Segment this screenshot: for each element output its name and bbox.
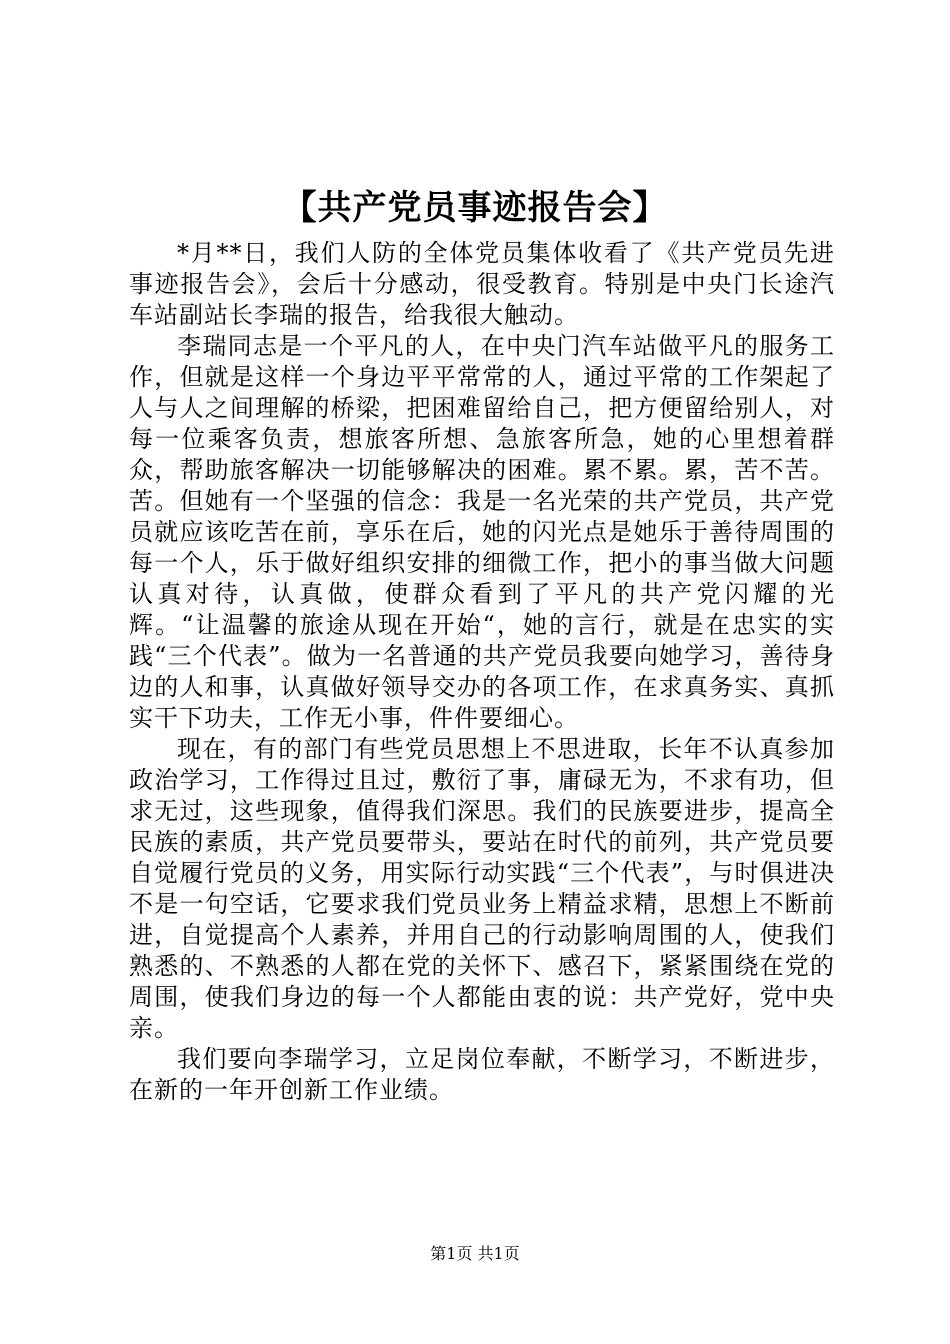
paragraph-intro: *月**日，我们人防的全体党员集体收看了《共产党员先进事迹报告会》，会后十分感动，很受教育。特别是中央门长途汽车站副站长李瑞的报告，给我很大触动。: [129, 239, 835, 329]
document-body: [129, 238, 835, 1106]
paragraph-reflection: 现在，有的部门有些党员思想上不思进取，长年不认真参加政治学习，工作得过且过，敷衍了事，庸碌无为，不求有功，但求无过，这些现象，值得我们深思。我们的民族要进步，提高全民族的素质，共产党员要带头，要站在时代的前列，共产党员要自觉履行党员的义务，用实际行动实践“三个代表”，与时俱进决不是一句空话，它要求我们党员业务上精益求精，思想上不断前进，自觉提高个人素养，并用自己的行动影响周围的人，使我们熟悉的、不熟悉的人都在党的关怀下、感召下，紧紧围绕在党的周围，使我们身边的每一个人都能由衷的说：共产党好，党中央亲。: [129, 735, 835, 1042]
paragraph-conclusion: 我们要向李瑞学习，立足岗位奉献，不断学习，不断进步，在新的一年开创新工作业绩。: [129, 1045, 835, 1104]
paragraph-li-rui: 李瑞同志是一个平凡的人，在中央门汽车站做平凡的服务工作，但就是这样一个身边平平常常的人，通过平常的工作架起了人与人之间理解的桥梁，把困难留给自己，把方便留给别人，对每一位乘客负责，想旅客所想、急旅客所急，她的心里想着群众，帮助旅客解决一切能够解决的困难。累不累。累，苦不苦。苦。但她有一个坚强的信念：我是一名光荣的共产党员，共产党员就应该吃苦在前，享乐在后，她的闪光点是她乐于善待周围的每一个人，乐于做好组织安排的细微工作，把小的事当做大问题认真对待，认真做，使群众看到了平凡的共产党闪耀的光辉。“让温馨的旅途从现在开始“，她的言行，就是在忠实的实践“三个代表”。做为一名普通的共产党员我要向她学习，善待身边的人和事，认真做好领导交办的各项工作，在求真务实、真抓实干下功夫，工作无小事，件件要细心。: [129, 332, 835, 732]
page-number-footer: 第1页 共1页: [430, 1244, 520, 1263]
document-title: 【共产党员事迹报告会】: [282, 188, 668, 228]
